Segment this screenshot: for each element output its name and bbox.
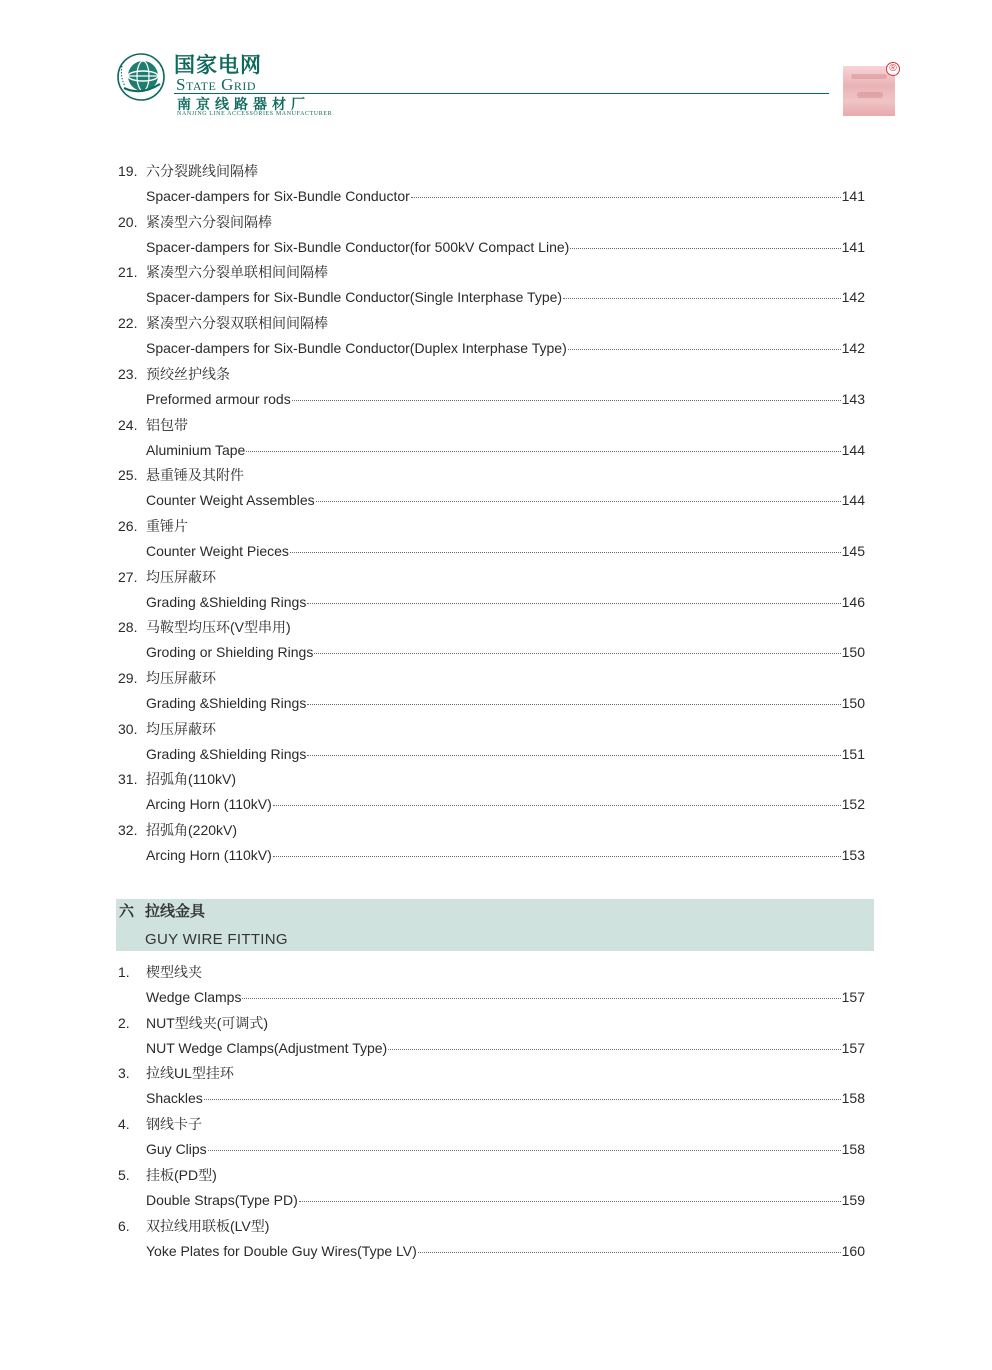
dot-leader [314,653,840,654]
toc-entry-en-text: Yoke Plates for Double Guy Wires(Type LV) [146,1242,417,1259]
toc-entry-en-text: Grading &Shielding Rings [146,593,307,610]
toc-entry-title-cn [118,618,291,636]
toc-page-number: 153 [841,847,865,864]
toc-entry-link[interactable] [146,1191,865,1209]
dot-leader [568,349,841,350]
toc-entry-cn-text: 紧凑型六分裂双联相间间隔棒 [146,315,328,332]
toc-page-number: 146 [841,593,865,610]
manufacturer-name-en: NANJING LINE ACCESSORIES MANUFACTURER [177,111,333,117]
toc-entry-title-cn [118,821,237,839]
toc-page-number: 160 [841,1242,865,1259]
toc-entry-link[interactable] [146,694,865,712]
toc-entry-link[interactable] [146,795,865,813]
toc-entry-title-cn [118,416,188,434]
toc-entry-link[interactable] [146,1039,865,1057]
toc-page-number: 141 [841,238,865,255]
toc-page-number: 157 [841,989,865,1005]
toc-page-number: 144 [841,492,865,509]
toc-entry-en-text: Double Straps(Type PD) [146,1191,298,1208]
dot-leader [307,755,840,756]
toc-entry-title-cn [118,213,272,231]
dot-leader [570,248,840,249]
toc-entry-title-cn [118,263,328,281]
toc-entry-link[interactable] [146,745,865,763]
toc-entry-en-text: NUT Wedge Clamps(Adjustment Type) [146,1039,388,1056]
toc-entry-title-cn [118,1014,268,1032]
toc-entry-link[interactable] [146,643,865,661]
toc-entry-cn-text: 均压屏蔽环 [146,568,216,585]
toc-entry-en-text: Spacer-dampers for Six-Bundle Conductor(for 500kV Compact Line) [146,238,570,255]
toc-entry-number: 21. [118,264,138,281]
toc-entry-number: 22. [118,315,138,332]
toc-entry-cn-text: 六分裂跳线间隔棒 [146,163,258,179]
toc-entry-number: 26. [118,517,138,534]
toc-entry-en-text: Arcing Horn (110kV) [146,847,272,864]
manufacturer-name-cn: 南京线路器材厂 [177,96,310,112]
dot-leader [307,704,840,705]
toc-entry-cn-text: 钢线卡子 [146,1116,202,1133]
toc-entry-cn-text: 马鞍型均压环(V型串用) [146,619,291,636]
toc-page-number: 152 [841,796,865,813]
toc-entry-link[interactable] [146,593,865,611]
toc-page-number: 150 [841,644,865,661]
toc-entry-cn-text: 招弧角(220kV) [146,822,238,839]
toc-entry-cn-text: 双拉线用联板(LV型) [146,1217,270,1234]
toc-entry-link[interactable] [146,988,865,1006]
brand-name-en-text: State Grid [176,75,257,94]
toc-page-number: 159 [841,1191,865,1208]
page-header [0,0,992,130]
registered-trademark-icon: ® [886,62,900,76]
dot-leader [316,501,841,502]
state-grid-logo-icon [116,52,166,102]
toc-entry-link[interactable] [146,1089,865,1107]
toc-entry-number: 2. [118,1014,130,1031]
dot-leader [418,1252,841,1253]
toc-page-number: 158 [841,1090,865,1107]
toc-entry-title-cn [118,720,216,738]
toc-entry-link[interactable] [146,390,865,408]
toc-entry-en-text: Guy Clips [146,1141,207,1158]
toc-entry-number: 27. [118,568,138,585]
toc-page-number: 143 [841,390,865,407]
toc-entry-cn-text: 紧凑型六分裂单联相间间隔棒 [146,264,328,281]
toc-page-number: 150 [841,695,865,711]
toc-entry-title-cn [118,1115,202,1133]
dot-leader [290,552,841,553]
toc-entry-link[interactable] [146,339,865,357]
toc-entry-link[interactable] [146,441,865,459]
toc-entry-number: 23. [118,365,138,382]
toc-page-number: 157 [841,1039,865,1056]
toc-entry-number: 4. [118,1116,130,1133]
toc-entry-number: 28. [118,619,138,636]
toc-entry-number: 29. [118,670,138,686]
dot-leader [411,197,841,198]
toc-entry-number: 1. [118,964,130,980]
toc-entry-en-text: Grading &Shielding Rings [146,745,307,762]
toc-entry-en-text: Wedge Clamps [146,989,242,1005]
dot-leader [242,998,840,999]
toc-entry-title-cn [118,314,328,332]
toc-page-number: 142 [841,340,865,357]
toc-entry-cn-text: 悬重锤及其附件 [146,467,244,484]
dot-leader [246,451,840,452]
toc-entry-title-cn [118,517,188,535]
toc-entry-en-text: Counter Weight Pieces [146,542,289,559]
toc-entry-cn-text: 铝包带 [146,416,188,433]
brand-name-cn: 国家电网 [174,54,262,77]
header-divider [174,93,829,94]
toc-entry-en-text: Groding or Shielding Rings [146,644,314,661]
toc-page-number: 145 [841,542,865,559]
corner-mark-stroke [851,74,887,79]
toc-entry-cn-text: 均压屏蔽环 [146,670,216,686]
toc-entry-number: 32. [118,822,138,839]
toc-entry-number: 5. [118,1166,130,1183]
toc-entry-en-text: Grading &Shielding Rings [146,695,307,711]
toc-entry-en-text: Spacer-dampers for Six-Bundle Conductor [146,188,410,204]
dot-leader [388,1049,840,1050]
toc-entry-title-cn [118,568,216,586]
toc-entry-cn-text: 预绞丝护线条 [146,365,230,382]
toc-entry-title-cn [118,1217,269,1235]
toc-entry-title-cn [118,466,244,484]
toc-entry-link[interactable] [146,491,865,509]
dot-leader [307,603,840,604]
toc-page-number: 151 [841,745,865,762]
toc-entry-en-text: Spacer-dampers for Six-Bundle Conductor(Duplex Interphase Type) [146,340,567,357]
dot-leader [204,1099,841,1100]
toc-entry-en-text: Counter Weight Assembles [146,492,315,509]
toc-entry-title-cn [118,963,202,981]
toc-entry-link[interactable] [146,288,865,306]
toc-entry-link[interactable] [146,187,865,205]
corner-mark-stroke [857,92,883,98]
toc-entry-link[interactable] [146,1242,865,1260]
section-title-cn-text: 拉线金具 [145,903,206,920]
toc-entry-cn-text: 紧凑型六分裂间隔棒 [146,213,272,230]
toc-entry-link[interactable] [146,238,865,256]
toc-entry-number: 6. [118,1217,130,1234]
toc-entry-number: 19. [118,163,138,179]
toc-entry-link[interactable] [146,542,865,560]
dot-leader [273,856,841,857]
toc-entry-number: 25. [118,467,138,484]
toc-entry-cn-text: 拉线UL型挂环 [146,1065,234,1082]
toc-entry-en-text: Spacer-dampers for Six-Bundle Conductor(Single Interphase Type) [146,289,563,306]
toc-entry-cn-text: 重锤片 [146,517,188,534]
dot-leader [563,298,841,299]
toc-entry-en-text: Aluminium Tape [146,441,246,458]
toc-entry-cn-text: 均压屏蔽环 [146,720,216,737]
toc-entry-number: 24. [118,416,138,433]
toc-entry-cn-text: 楔型线夹 [146,964,202,980]
toc-entry-title-cn [118,770,236,788]
toc-entry-link[interactable] [146,846,865,864]
toc-page-number: 158 [841,1141,865,1158]
dot-leader [208,1150,841,1151]
dot-leader [299,1201,841,1202]
toc-entry-title-cn [118,1064,234,1082]
toc-entry-cn-text: 挂板(PD型) [146,1166,217,1183]
toc-entry-cn-text: 招弧角(110kV) [146,771,236,788]
toc-entry-cn-text: NUT型线夹(可调式) [146,1014,269,1031]
toc-entry-title-cn [118,669,216,687]
toc-entry-number: 3. [118,1065,130,1082]
toc-entry-title-cn [118,162,258,180]
toc-page-number: 141 [841,188,865,204]
toc-entry-number: 31. [118,771,138,788]
toc-entry-title-cn [118,1166,217,1184]
dot-leader [273,805,841,806]
toc-entry-en-text: Preformed armour rods [146,390,291,407]
section-title-cn [119,903,205,921]
dot-leader [292,400,841,401]
toc-page-number: 144 [841,441,865,458]
toc-entry-number: 20. [118,213,138,230]
toc-entry-link[interactable] [146,1140,865,1158]
toc-page-number: 142 [841,289,865,306]
toc-entry-en-text: Arcing Horn (110kV) [146,796,272,813]
section-number: 六 [119,903,135,920]
toc-entry-en-text: Shackles [146,1090,203,1107]
section-title-en: GUY WIRE FITTING [145,931,288,948]
toc-entry-title-cn [118,365,230,383]
toc-entry-number: 30. [118,720,138,737]
